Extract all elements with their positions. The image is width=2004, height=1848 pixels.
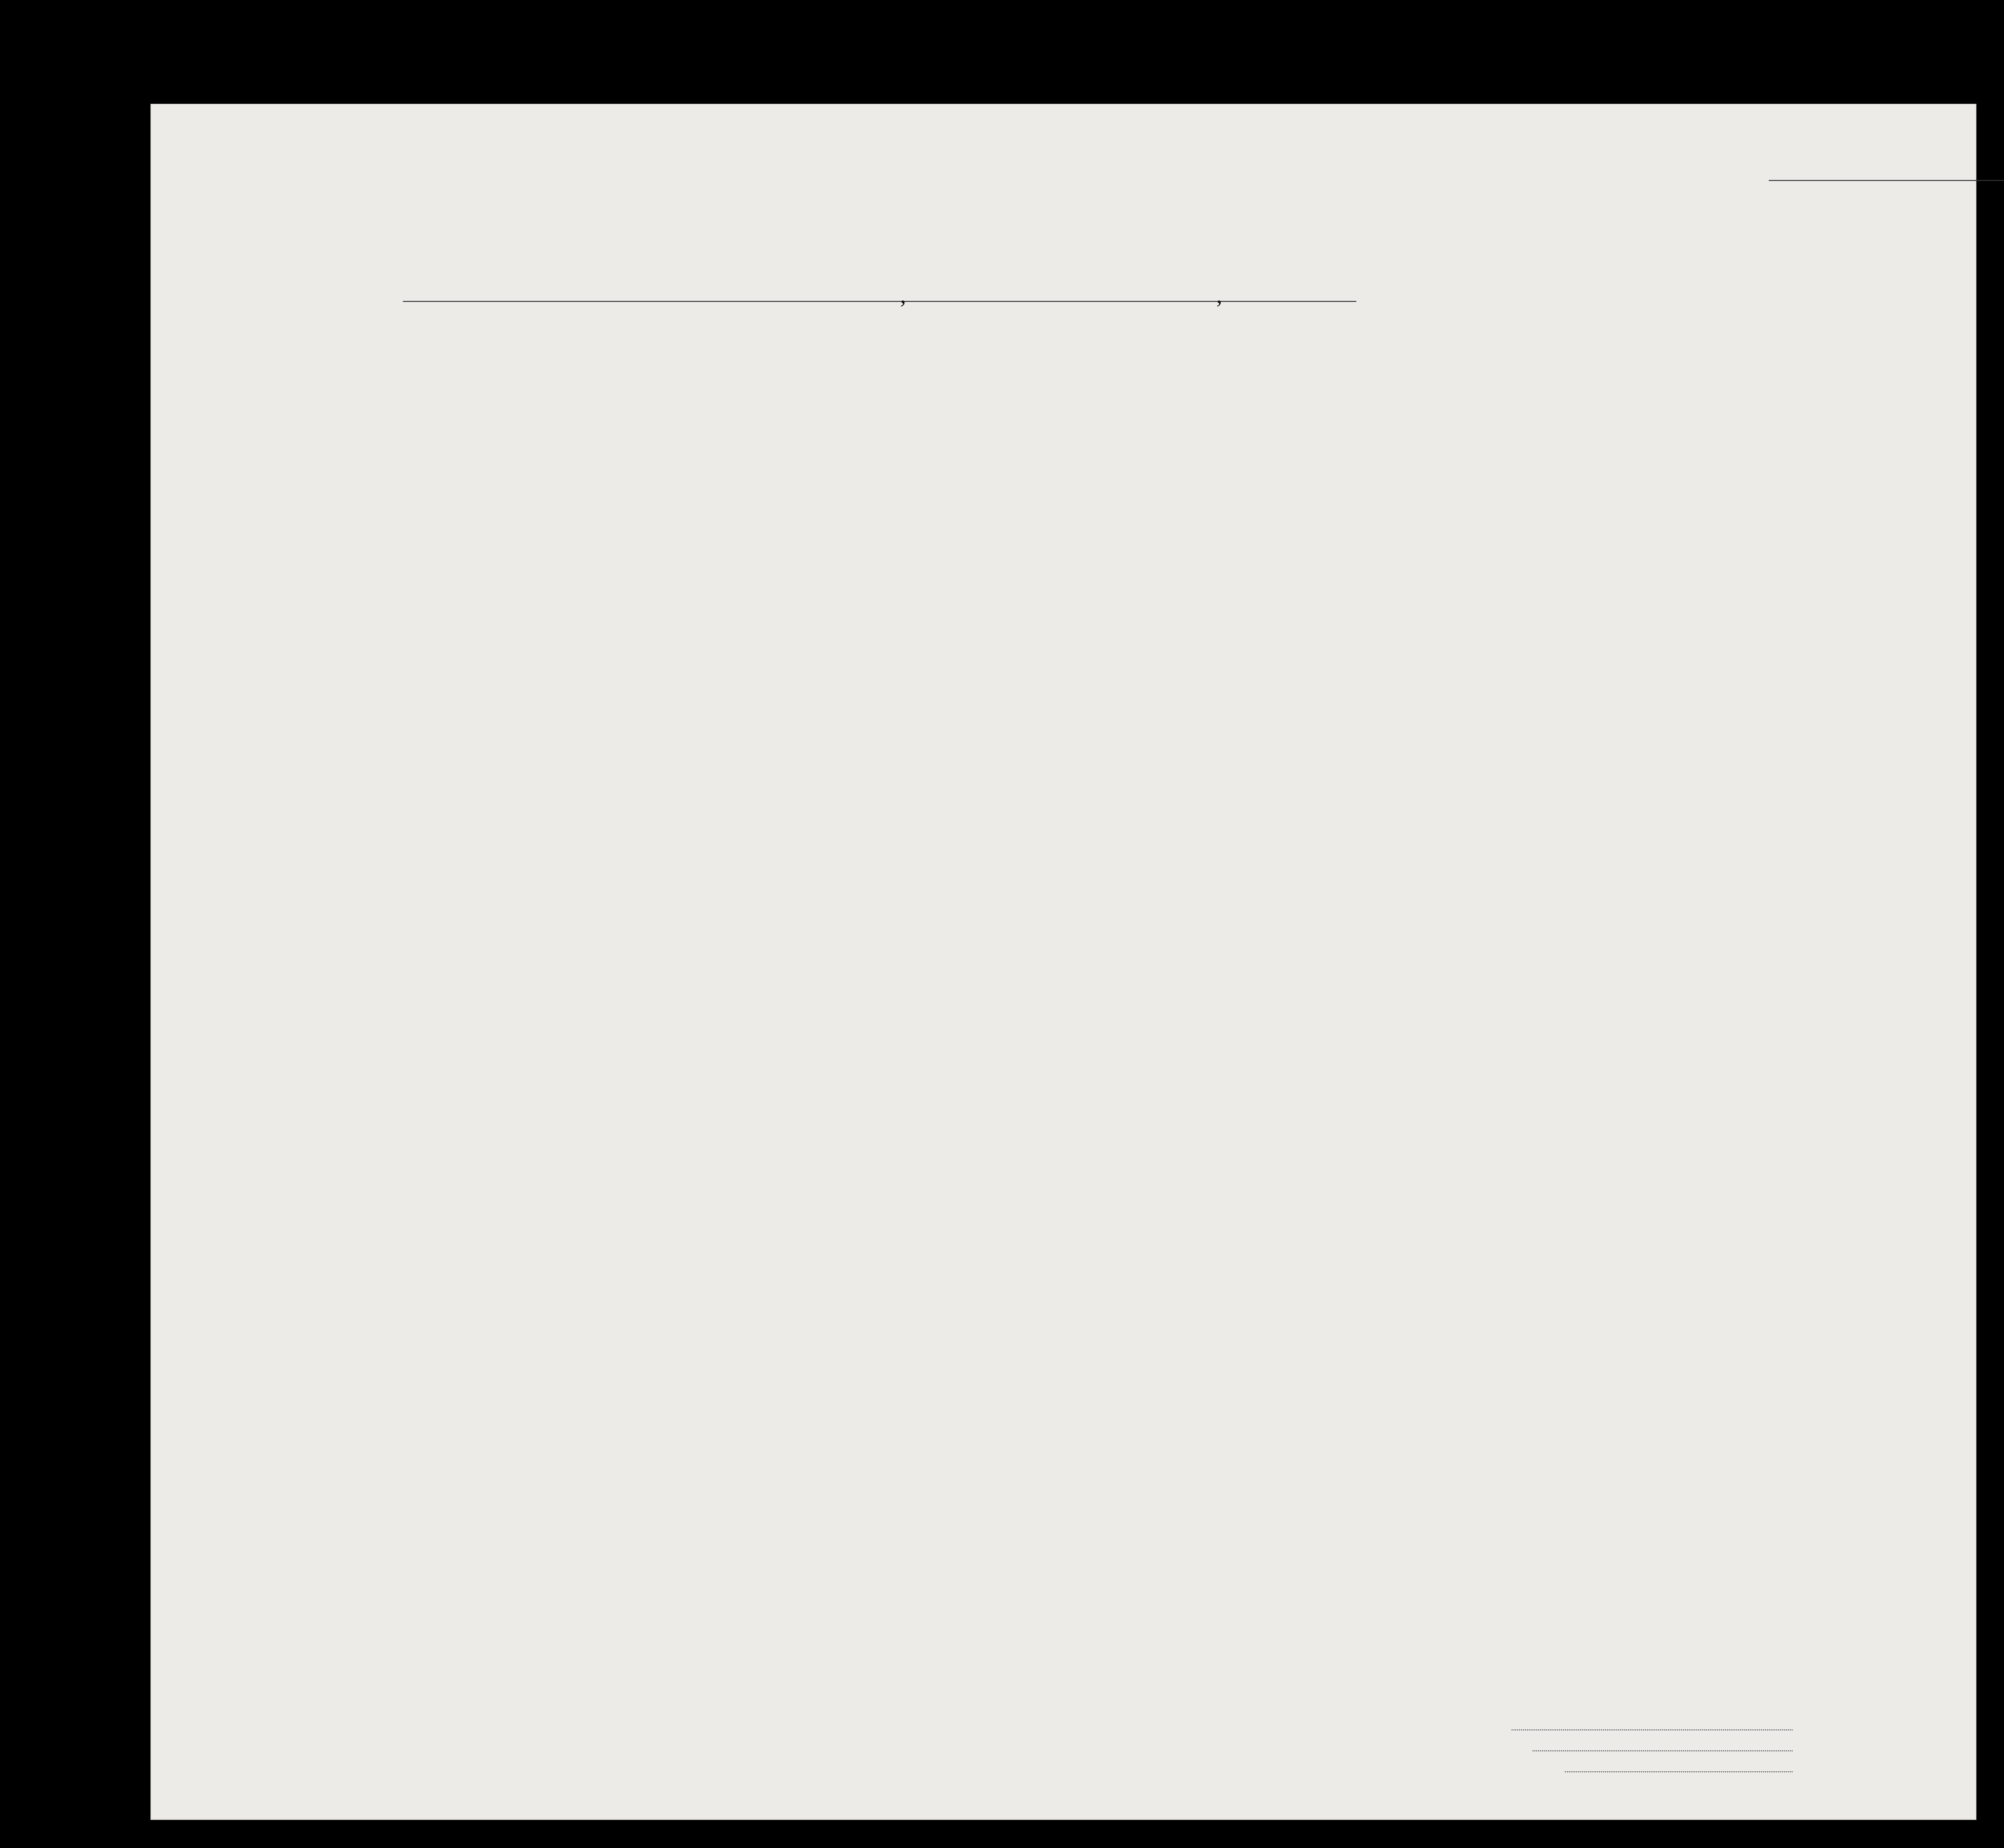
line-underline (1512, 1729, 1793, 1730)
header-polygamist (1317, 371, 1332, 509)
header-length-of-stay (1217, 395, 1239, 509)
header-deported (1512, 371, 1526, 509)
header-return-country (1189, 395, 1213, 509)
agents-underline (1565, 1771, 1793, 1772)
owners-underline (1533, 1750, 1793, 1751)
header-offer-labor (1441, 371, 1472, 509)
header-inches (1682, 467, 1693, 505)
header-prison (1273, 371, 1303, 509)
header-ticket (626, 366, 655, 501)
header-anarchist (1342, 371, 1356, 509)
header-overthrow (1364, 371, 1416, 509)
comma: , (900, 281, 906, 308)
manifest-grid (151, 105, 1975, 1819)
header-become-citizen (1243, 395, 1268, 509)
manifest-sheet (151, 105, 1975, 1819)
header-fifty-dollars (752, 366, 781, 501)
comma: , (1216, 281, 1222, 308)
header-excluded (1485, 371, 1499, 509)
header-feet (1656, 467, 1668, 505)
